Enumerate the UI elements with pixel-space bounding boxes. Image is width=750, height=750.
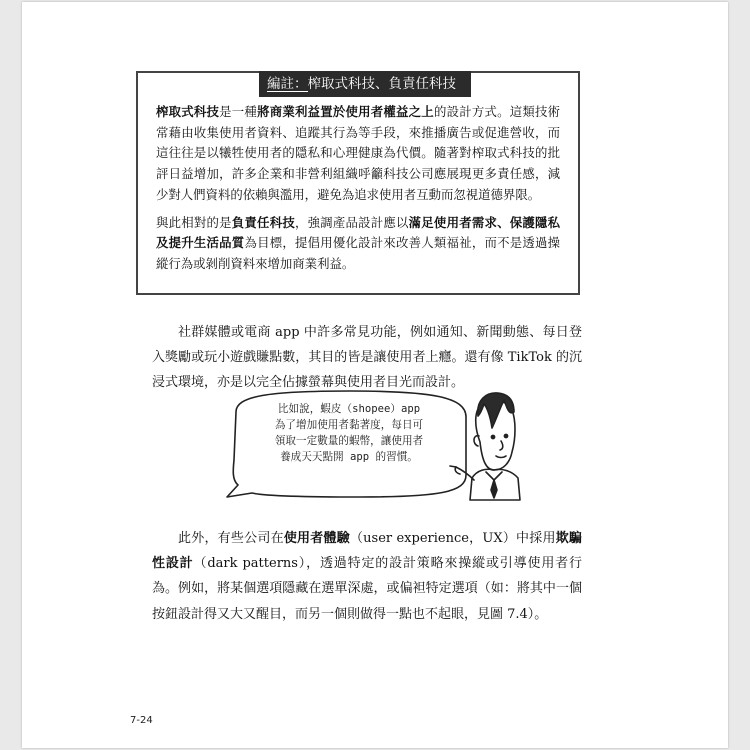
text: 此外，有些公司在 bbox=[178, 531, 284, 546]
term-responsible-tech: 負責任科技 bbox=[231, 214, 295, 230]
text: （user experience，UX）中採用 bbox=[349, 531, 556, 546]
emphasis: 將商業利益置於使用者權益之上 bbox=[257, 104, 434, 119]
bubble-line: 比如說，蝦皮（shopee）app bbox=[277, 403, 421, 415]
text: （dark patterns），透過特定的設計策略來操縱或引導使用者行為。例如，將某個選項隱藏在選單深處，或偏袒特定選項（如：將其中一個按鈕設計得又大又醒目，而另一個則做得一點也不起眼，見圖 7.4）。 bbox=[152, 556, 582, 622]
text: 與此相對的是 bbox=[156, 214, 232, 230]
note-title-text: 榨取式科技、負責任科技 bbox=[307, 76, 456, 92]
bubble-line: 為了增加使用者黏著度，每日可 bbox=[274, 419, 424, 431]
text: 的設計方式。這類技術常藉由收集使用者資料、追蹤其行為等手段，來推播廣告或促進營收，而這往往是以犧牲使用者的隱私和心理健康為代價。隨著對榨取式科技的批評日益增加，許多企業和非營利組織呼籲科技公司應展現更多責任感，減少對人們資料的依賴與濫用，避免為追求使用者互動而忽視道德界限。 bbox=[156, 104, 561, 202]
term-user-experience: 使用者體驗 bbox=[283, 531, 350, 546]
body-paragraph-1: 社群媒體或電商 app 中許多常見功能，例如通知、新聞動態、每日登入獎勵或玩小遊戲賺點數，其目的皆是讓使用者上癮。還有像 TikTok 的沉浸式環境，亦是以完全佔據螢幕與使用者目光而設計。 bbox=[152, 325, 582, 391]
text: ，強調產品設計應以 bbox=[294, 214, 409, 230]
bubble-line: 領取一定數量的蝦幣，讓使用者 bbox=[274, 435, 424, 447]
term-dark-patterns: 欺騙性設計 bbox=[152, 531, 582, 572]
body-paragraph-2 bbox=[152, 526, 582, 627]
bubble-line: 養成天天點開 app 的習慣。 bbox=[280, 451, 418, 463]
term-extractive-tech: 榨取式科技 bbox=[156, 104, 220, 119]
note-title-prefix: 編註： bbox=[267, 76, 308, 92]
text: 是一種 bbox=[219, 104, 258, 119]
speech-bubble-text bbox=[239, 401, 459, 465]
page-number: 7-24 bbox=[130, 715, 153, 726]
text: 為目標，提倡用優化設計來改善人類福祉，而不是透過操縱行為或剝削資料來增加商業利益。 bbox=[156, 235, 561, 271]
emphasis: 滿足使用者需求、保護隱私及提升生活品質 bbox=[156, 214, 561, 251]
character-figure bbox=[450, 393, 520, 500]
